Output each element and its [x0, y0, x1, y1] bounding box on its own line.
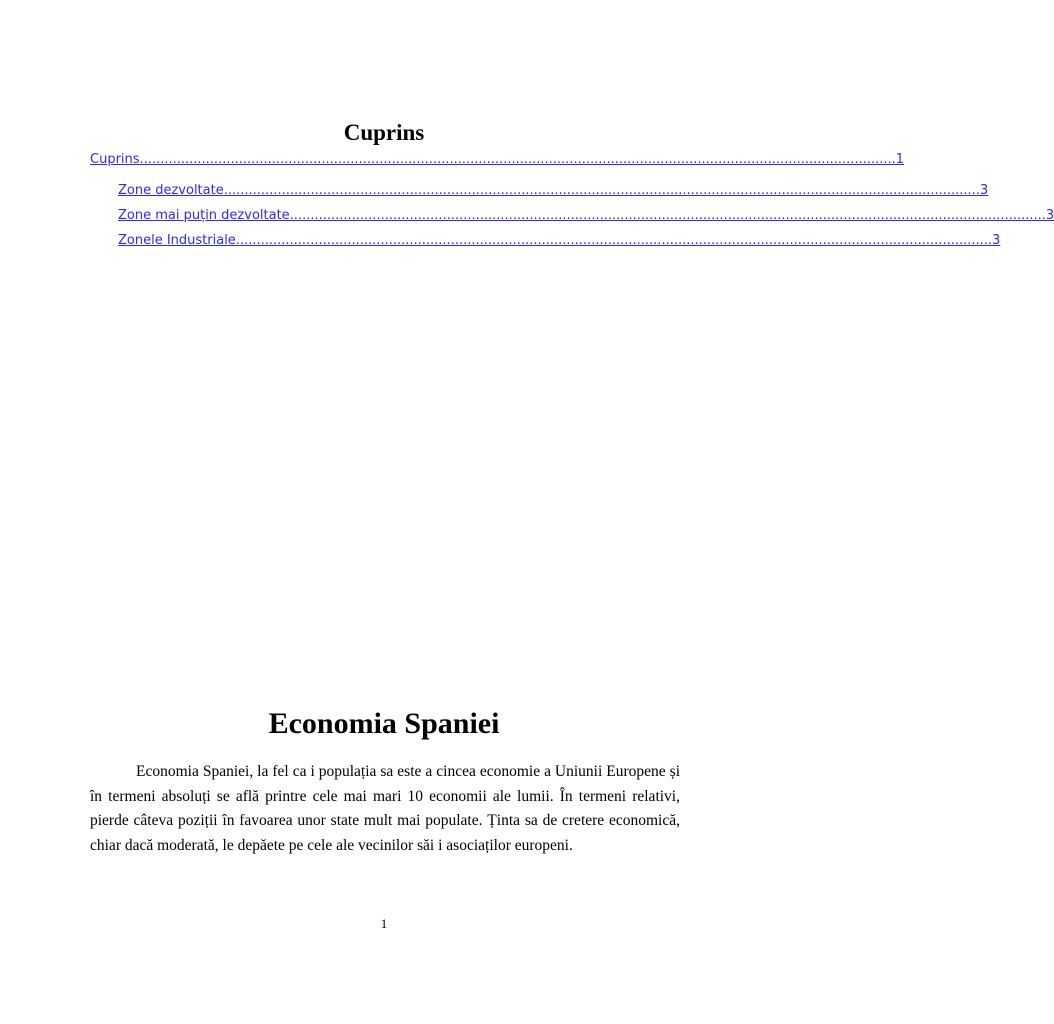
- toc-entry-cuprins[interactable]: [90, 152, 905, 167]
- toc-entry-label: Zonele Industriale: [118, 233, 236, 248]
- toc-leader-dots: .......................................................................................................................................................................................: [223, 183, 980, 198]
- article-paragraph: Economia Spaniei, la fel ca i populația sa este a cincea economie a Uniunii Europene și în termeni absoluți se află printre cele mai mari 10 economii ale lumii. În termeni relativi, pierde câteva poziții în favoarea unor state mult mai populate. Ținta sa de cretere economică, chiar dacă moderată, le depăete pe cele ale vecinilor săi i asociaților europeni.: [90, 763, 680, 854]
- toc-entry-page: 1: [895, 152, 905, 167]
- toc-entry-page: 3: [979, 183, 989, 198]
- article-title: Economia Spaniei: [268, 707, 500, 740]
- toc-entry-zone-mai-putin-dezvoltate[interactable]: [118, 208, 1054, 223]
- toc-leader-dots: .......................................................................................................................................................................................: [235, 233, 993, 248]
- toc-entry-label: Zone dezvoltate: [118, 183, 224, 198]
- toc-entry-page: 3: [992, 233, 1001, 248]
- page-number: 1: [380, 916, 388, 931]
- toc-entry-label: Cuprins: [90, 152, 140, 167]
- toc-title: Cuprins: [343, 120, 425, 145]
- toc-leader-dots: .......................................................................................................................................................................................: [139, 152, 896, 167]
- toc-entry-zone-dezvoltate[interactable]: [118, 183, 989, 198]
- toc-entry-label: Zone mai puțin dezvoltate: [118, 208, 290, 223]
- toc-entry-page: 3: [1045, 208, 1054, 223]
- toc-entry-zonele-industriale[interactable]: [118, 233, 1001, 248]
- toc-leader-dots: .......................................................................................................................................................................................: [289, 208, 1046, 223]
